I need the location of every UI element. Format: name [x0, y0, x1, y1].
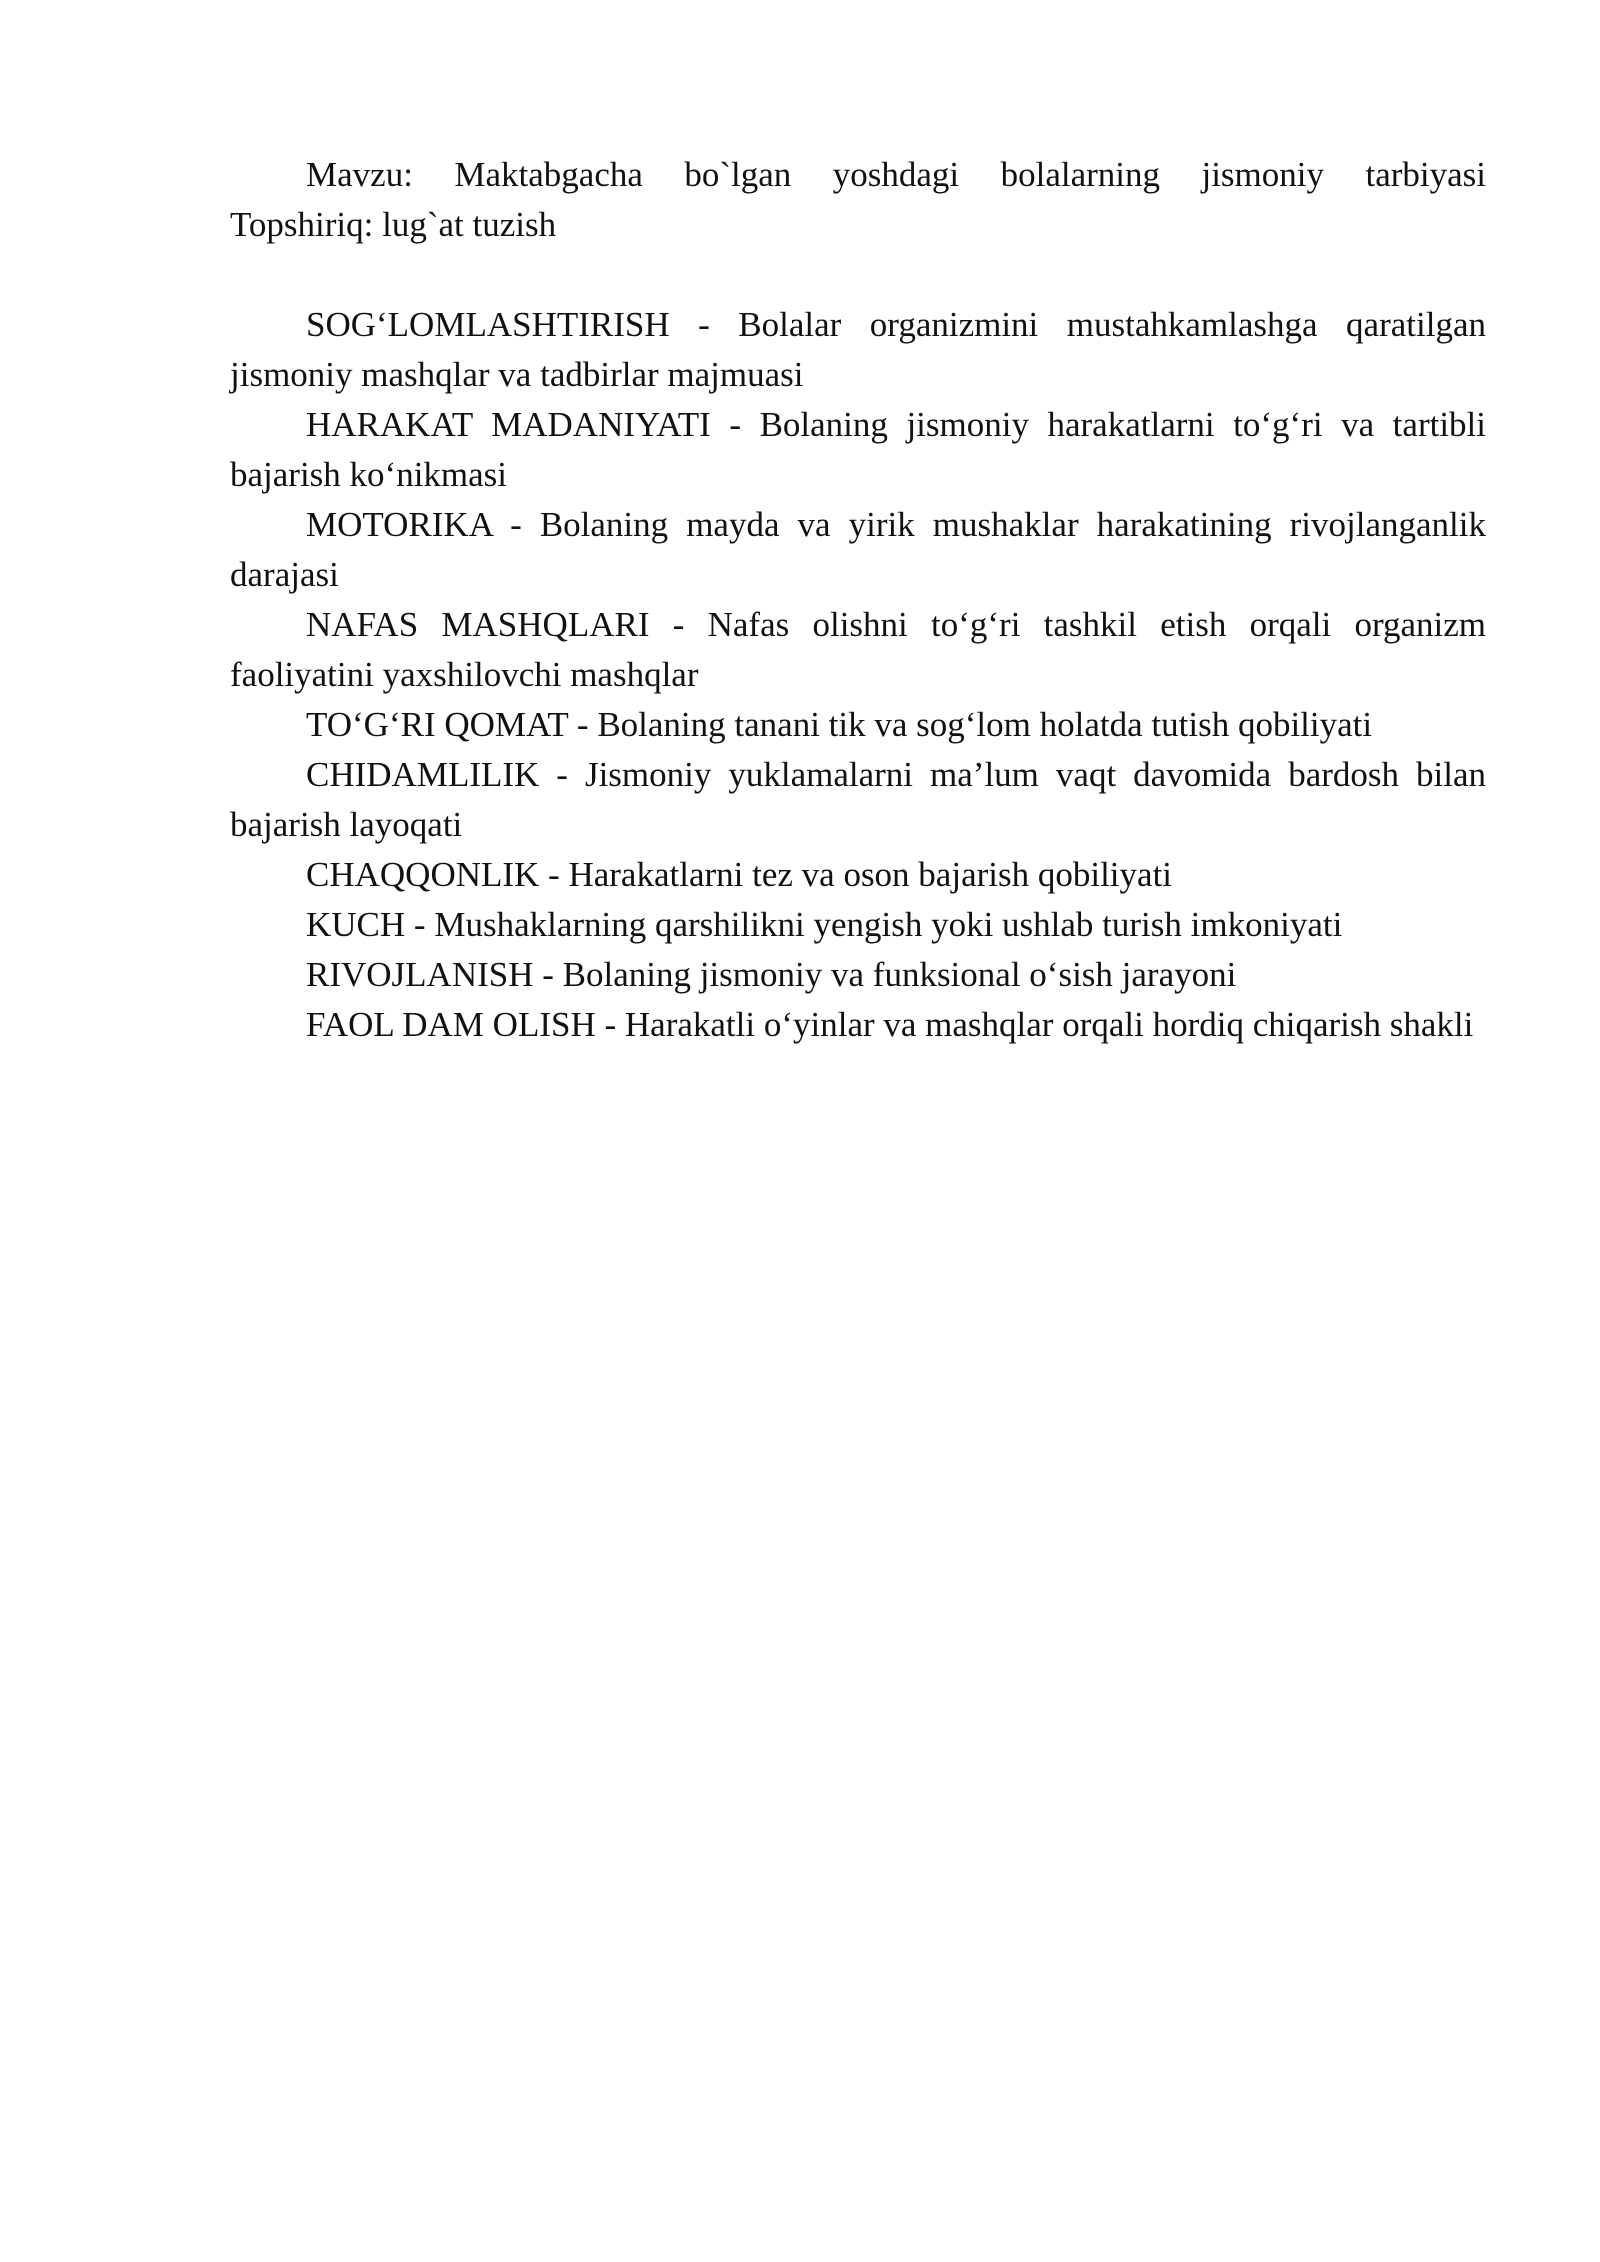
glossary-entry-sogomlashtirish: SOG‘LOMLASHTIRISH - Bolalar organizmini mustahkamlashga qaratilgan jismoniy mashqlar va tadbirlar majmuasi	[230, 305, 1486, 394]
glossary-entry-chaqqonlik: CHAQQONLIK - Harakatlarni tez va oson bajarish qobiliyati	[306, 855, 1173, 894]
glossary-entry-chidamlilik: CHIDAMLILIK - Jismoniy yuklamalarni ma’lum vaqt davomida bardosh bilan bajarish layoqati	[230, 755, 1486, 844]
task-line: Topshiriq: lug`at tuzish	[230, 205, 557, 244]
glossary-entry-rivojlanish: RIVOJLANISH - Bolaning jismoniy va funksional o‘sish jarayoni	[306, 955, 1237, 994]
glossary-entry-togri-qomat: TO‘G‘RI QOMAT - Bolaning tanani tik va sog‘lom holatda tutish qobiliyati	[306, 705, 1373, 744]
document-body	[230, 150, 1486, 1050]
glossary-entry-kuch: KUCH - Mushaklarning qarshilikni yengish yoki ushlab turish imkoniyati	[306, 905, 1343, 944]
blank-line	[230, 250, 1486, 300]
glossary-entry-harakat-madaniyati: HARAKAT MADANIYATI - Bolaning jismoniy harakatlarni to‘g‘ri va tartibli bajarish ko‘nikmasi	[230, 405, 1486, 494]
glossary-entry-faol-dam-olish: FAOL DAM OLISH - Harakatli o‘yinlar va mashqlar orqali hordiq chiqarish shakli	[306, 1005, 1474, 1044]
topic-line: Mavzu: Maktabgacha bo`lgan yoshdagi bolalarning jismoniy tarbiyasi	[306, 155, 1486, 194]
glossary-entry-nafas-mashqlari: NAFAS MASHQLARI - Nafas olishni to‘g‘ri tashkil etish orqali organizm faoliyatini yaxshilovchi mashqlar	[230, 605, 1486, 694]
glossary-entry-motorika: MOTORIKA - Bolaning mayda va yirik mushaklar harakatining rivojlanganlik darajasi	[230, 505, 1486, 594]
